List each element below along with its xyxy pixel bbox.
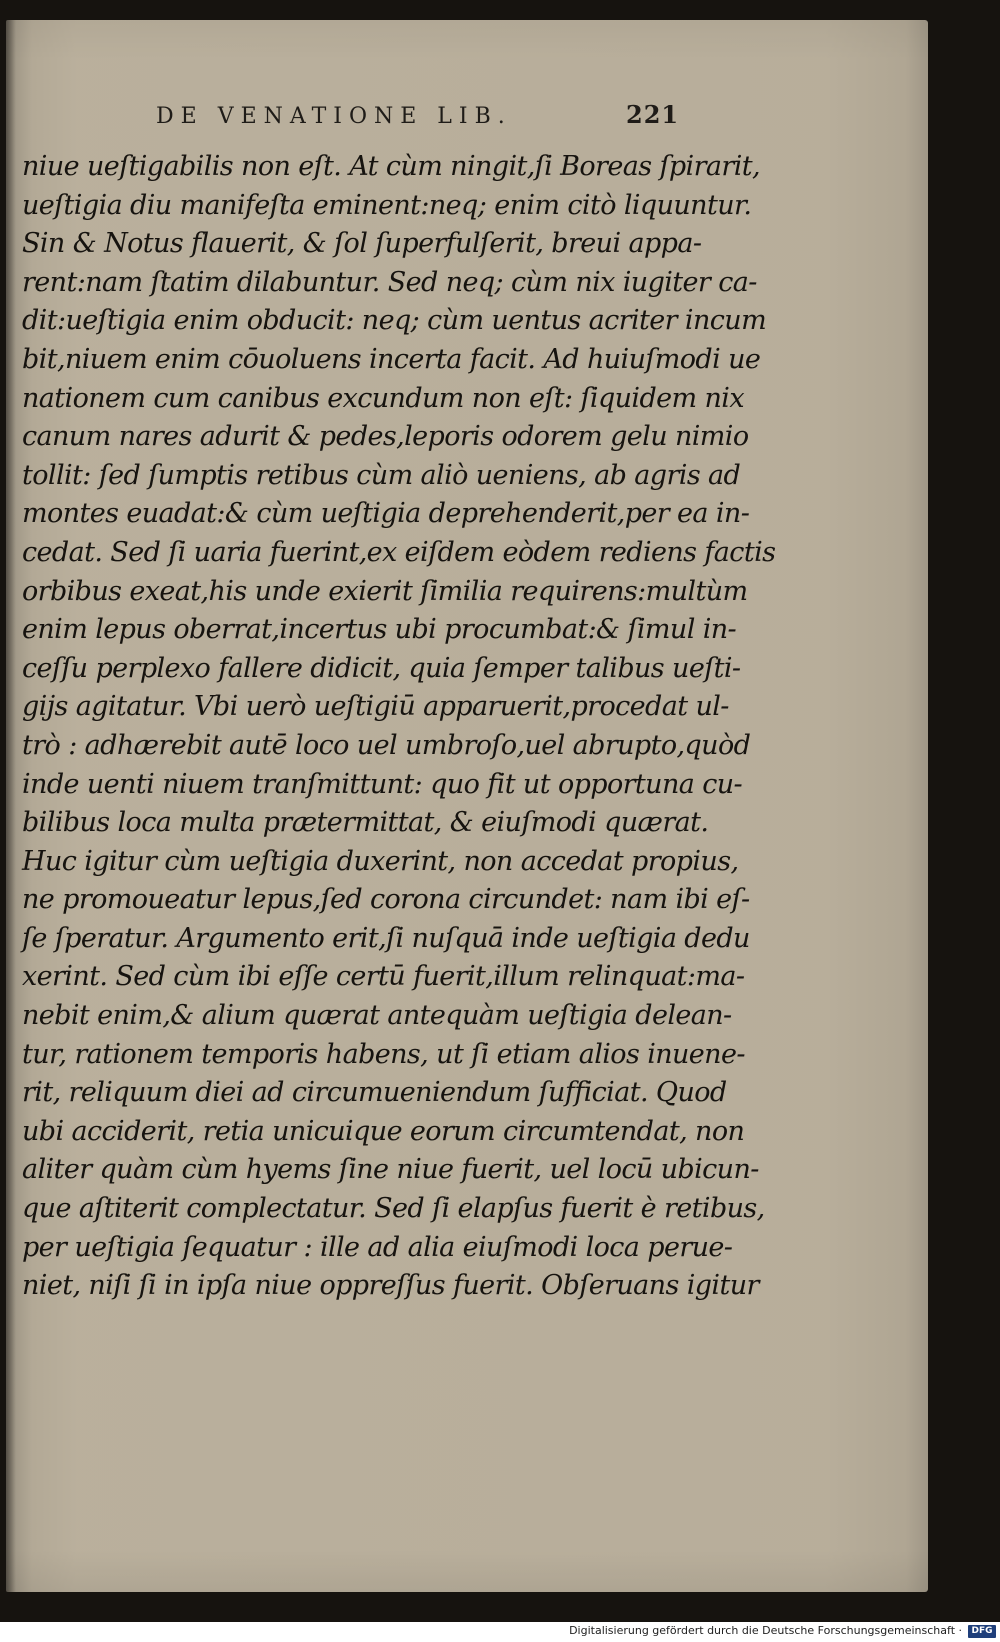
- funding-footer: [0, 1622, 1000, 1642]
- text-line: nationem cum canibus excundum non eſt: ſiquidem nix: [22, 382, 744, 414]
- text-line: niue ueſtigabilis non eſt. At cùm ningit,ſi Boreas ſpirarit,: [22, 151, 760, 182]
- text-line: nebit enim,& alium quærat antequàm ueſtigia delean-: [22, 1000, 732, 1032]
- text-line: bilibus loca multa prætermittat, & eiuſmodi quærat.: [22, 807, 709, 839]
- text-line: tollit: ſed ſumptis retibus cùm aliò ueniens, ab agris ad: [22, 459, 741, 491]
- text-line: per ueſtigia ſequatur : ille ad alia eiuſmodi loca perue-: [22, 1231, 733, 1263]
- text-line: Huc igitur cùm ueſtigia duxerint, non accedat propius,: [22, 845, 739, 877]
- text-line: rit, reliquum diei ad circumueniendum ſufficiat. Quod: [22, 1077, 727, 1109]
- text-line: xerint. Sed cùm ibi eſſe certū fuerit,illum relinquat:ma-: [22, 961, 745, 993]
- text-line: ubi acciderit, retia unicuique eorum circumtendat, non: [22, 1115, 745, 1147]
- text-line: trò : adhærebit autē loco uel umbroſo,uel abrupto,quòd: [22, 729, 751, 761]
- text-line: canum nares adurit & pedes,leporis odorem gelu nimio: [22, 421, 749, 453]
- text-line: ne promoueatur lepus,ſed corona circundet: nam ibi eſ-: [22, 884, 750, 916]
- funding-credit: Digitalisierung gefördert durch die Deutsche Forschungsgemeinschaft ·: [569, 1624, 962, 1637]
- page-header: [156, 100, 680, 134]
- text-line: montes euadat:& cùm ueſtigia deprehenderit,per ea in-: [22, 498, 750, 530]
- text-line: inde uenti niuem tranſmittunt: quo fit ut opportuna cu-: [22, 768, 743, 800]
- latin-text-block: [22, 148, 776, 1306]
- page-number: 221: [626, 100, 680, 129]
- text-line: ceſſu perplexo fallere didicit, quia ſemper talibus ueſti-: [22, 652, 741, 684]
- text-line: que aſtiterit complectatur. Sed ſi elapſus fuerit è retibus,: [22, 1193, 765, 1225]
- text-line: gijs agitatur. Vbi uerò ueſtigiū apparuerit,procedat ul-: [22, 691, 729, 723]
- text-line: bit,niuem enim cōuoluens incerta facit. Ad huiuſmodi ue: [22, 343, 761, 375]
- text-line: niet, niſi ſi in ipſa niue oppreſſus fuerit. Obſeruans igitur: [22, 1270, 759, 1302]
- text-line: Sin & Notus flauerit, & ſol ſuperfulſerit, breui appa-: [22, 228, 702, 260]
- text-line: ueſtigia diu manifeſta eminent:neq; enim citò liquuntur.: [22, 189, 752, 221]
- running-head: DE VENATIONE LIB.: [156, 104, 512, 129]
- text-line: rent:nam ſtatim dilabuntur. Sed neq; cùm nix iugiter ca-: [22, 266, 757, 298]
- text-line: aliter quàm cùm hyems ſine niue fuerit, uel locū ubicun-: [22, 1154, 759, 1186]
- text-line: tur, rationem temporis habens, ut ſi etiam alios inuene-: [22, 1038, 745, 1070]
- text-line: ſe ſperatur. Argumento erit,ſi nuſquā inde ueſtigia dedu: [22, 922, 750, 954]
- dfg-logo-icon: DFG: [968, 1625, 996, 1638]
- spine-shadow: [6, 20, 16, 1592]
- text-line: enim lepus oberrat,incertus ubi procumbat:& ſimul in-: [22, 614, 737, 646]
- text-line: orbibus exeat,his unde exierit ſimilia requirens:multùm: [22, 575, 748, 607]
- text-line: cedat. Sed ſi uaria fuerint,ex eiſdem eòdem rediens factis: [22, 536, 776, 568]
- text-line: dit:ueſtigia enim obducit: neq; cùm uentus acriter incum: [22, 305, 767, 337]
